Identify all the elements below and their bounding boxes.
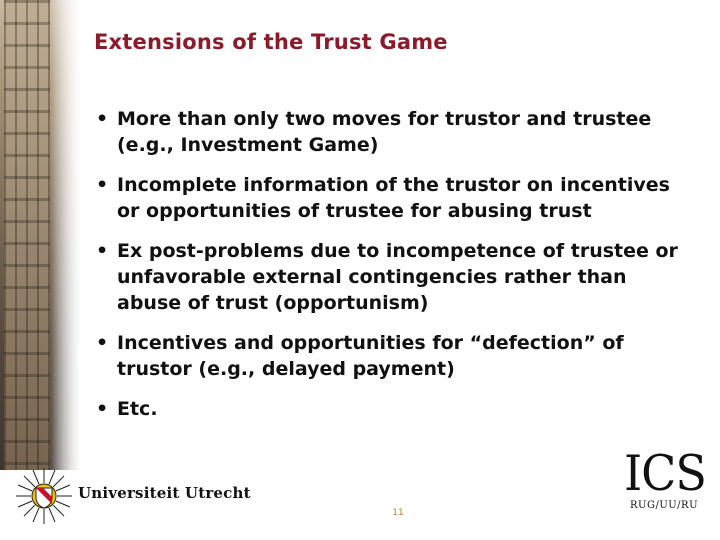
cathedral-tower-image <box>4 0 50 470</box>
bullet-text: More than only two moves for trustor and trustee (e.g., Investment Game) <box>117 108 652 156</box>
ics-logo <box>624 444 706 511</box>
bullet-item <box>94 330 694 382</box>
bullet-text: Incomplete information of the trustor on incentives or opportunities of trustee for abusing trust <box>117 174 670 222</box>
ics-logo-mark: ICS <box>624 444 706 502</box>
slide-title: Extensions of the Trust Game <box>94 30 448 54</box>
universiteit-utrecht-seal-icon <box>14 466 74 526</box>
bullet-item <box>94 106 694 158</box>
ics-logo-subtitle: RUG/UU/RU <box>630 500 698 511</box>
bullet-dot: • <box>96 332 109 354</box>
bullet-item <box>94 396 694 422</box>
bullet-dot: • <box>96 240 109 262</box>
bullet-item <box>94 238 694 316</box>
bullet-dot: • <box>96 398 109 420</box>
bullet-list <box>94 106 694 436</box>
university-name: Universiteit Utrecht <box>78 484 251 502</box>
bullet-dot: • <box>96 174 109 196</box>
bullet-item <box>94 172 694 224</box>
cathedral-photo <box>0 0 82 470</box>
bullet-text: Incentives and opportunities for “defection” of trustor (e.g., delayed payment) <box>117 332 624 380</box>
bullet-dot: • <box>96 108 109 130</box>
bullet-text: Etc. <box>117 398 158 420</box>
bullet-text: Ex post-problems due to incompetence of trustee or unfavorable external contingencies rather than abuse of trust (opportunism) <box>117 240 678 314</box>
page-number: 11 <box>392 508 404 518</box>
